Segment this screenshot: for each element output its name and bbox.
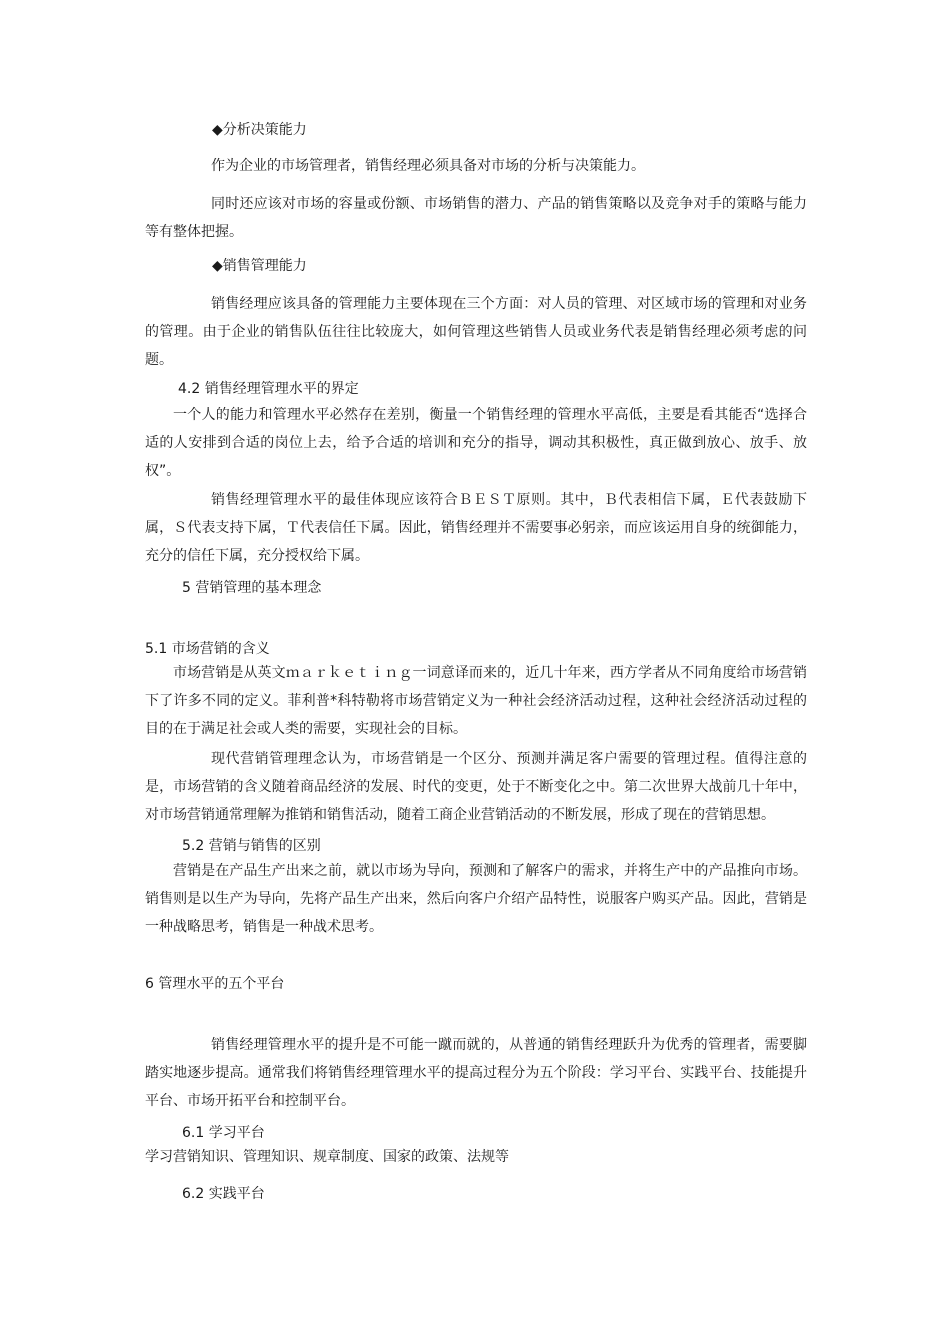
paragraph: 同时还应该对市场的容量或份额、市场销售的潜力、产品的销售策略以及竞争对手的策略与能力等有整体把握。 bbox=[145, 196, 807, 240]
paragraph: 销售经理应该具备的管理能力主要体现在三个方面：对人员的管理、对区域市场的管理和对业务的管理。由于企业的销售队伍往往比较庞大，如何管理这些销售人员或业务代表是销售经理必须考虑的问题。 bbox=[145, 296, 807, 368]
paragraph: 现代营销管理理念认为，市场营销是一个区分、预测并满足客户需要的管理过程。值得注意的是，市场营销的含义随着商品经济的发展、时代的变更，处于不断变化之中。第二次世界大战前几十年中，对市场营销通常理解为推销和销售活动，随着工商企业营销活动的不断发展，形成了现在的营销思想。 bbox=[145, 751, 807, 823]
paragraph: 学习营销知识、管理知识、规章制度、国家的政策、法规等 bbox=[145, 1149, 509, 1165]
bullet-heading-analysis: ◆分析决策能力 bbox=[212, 122, 307, 138]
paragraph: 销售经理管理水平的最佳体现应该符合ＢＥＳＴ原则。其中，Ｂ代表相信下属，Ｅ代表鼓励下属，Ｓ代表支持下属，Ｔ代表信任下属。因此，销售经理并不需要事必躬亲，而应该运用自身的统御能力，充分的信任下属，充分授权给下属。 bbox=[145, 492, 807, 564]
paragraph: 市场营销是从英文ｍａｒｋｅｔｉｎｇ一词意译而来的，近几十年来，西方学者从不同角度给市场营销下了许多不同的定义。菲利普*科特勒将市场营销定义为一种社会经济活动过程，这种社会经济活动过程的目的在于满足社会或人类的需要，实现社会的目标。 bbox=[145, 665, 807, 737]
bullet-heading-management: ◆销售管理能力 bbox=[212, 258, 307, 274]
paragraph: 一个人的能力和管理水平必然存在差别，衡量一个销售经理的管理水平高低，主要是看其能否“选择合适的人安排到合适的岗位上去，给予合适的培训和充分的指导，调动其积极性，真正做到放心、放手、放权”。 bbox=[145, 407, 807, 479]
section-heading-4-2: 4.2 销售经理管理水平的界定 bbox=[178, 381, 359, 397]
section-heading-5: 5 营销管理的基本理念 bbox=[182, 580, 322, 596]
section-heading-5-2: 5.2 营销与销售的区别 bbox=[182, 838, 321, 854]
paragraph: 销售经理管理水平的提升是不可能一蹴而就的，从普通的销售经理跃升为优秀的管理者，需要脚踏实地逐步提高。通常我们将销售经理管理水平的提高过程分为五个阶段：学习平台、实践平台、技能提升平台、市场开拓平台和控制平台。 bbox=[145, 1037, 807, 1109]
section-heading-6-2: 6.2 实践平台 bbox=[182, 1186, 265, 1202]
section-heading-6-1: 6.1 学习平台 bbox=[182, 1125, 265, 1141]
paragraph: 作为企业的市场管理者，销售经理必须具备对市场的分析与决策能力。 bbox=[211, 158, 645, 174]
section-heading-6: 6 管理水平的五个平台 bbox=[145, 976, 285, 992]
paragraph: 营销是在产品生产出来之前，就以市场为导向，预测和了解客户的需求，并将生产中的产品推向市场。销售则是以生产为导向，先将产品生产出来，然后向客户介绍产品特性，说服客户购买产品。因此，营销是一种战略思考，销售是一种战术思考。 bbox=[145, 863, 807, 935]
section-heading-5-1: 5.1 市场营销的含义 bbox=[145, 641, 270, 657]
